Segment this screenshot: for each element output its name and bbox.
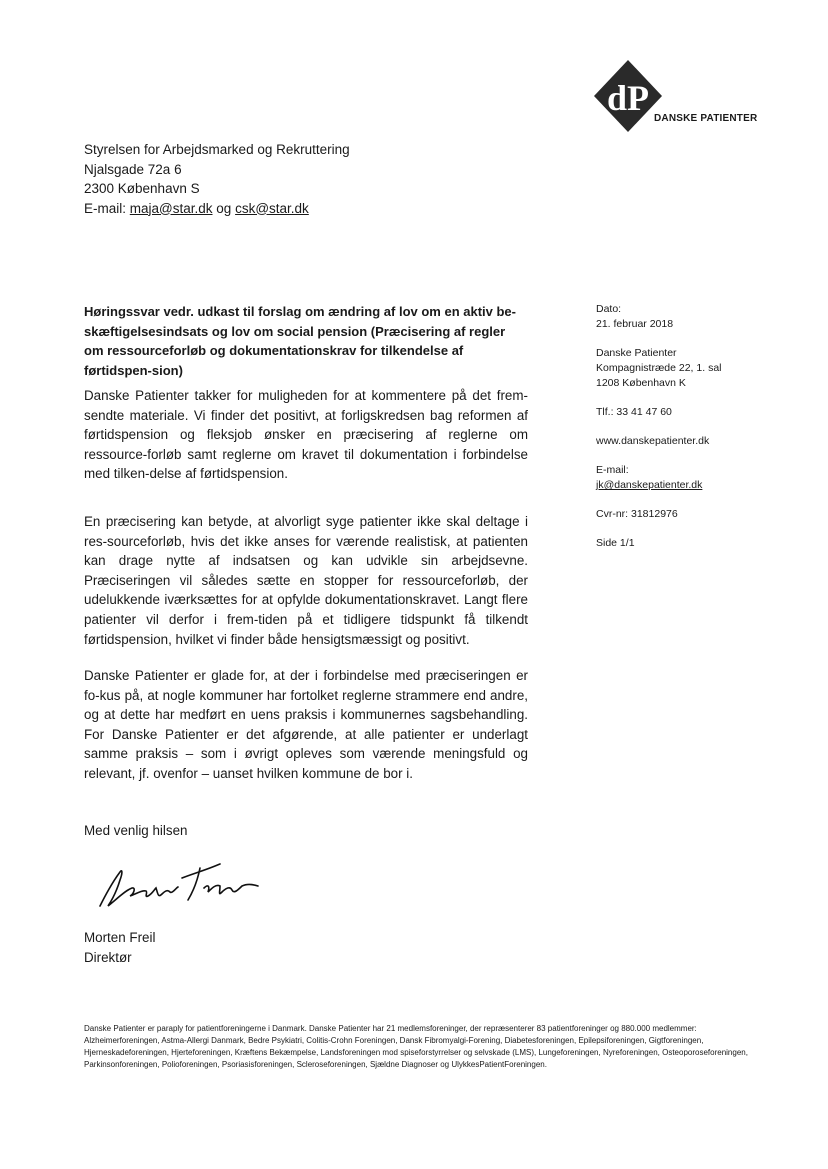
- sender-email-block: [596, 463, 806, 493]
- sender-cvr: Cvr-nr: 31812976: [596, 508, 678, 520]
- sender-email-link[interactable]: jk@danskepatienter.dk: [596, 479, 703, 491]
- recipient-street: Njalsgade 72a 6: [84, 161, 182, 177]
- date-label: Dato:: [596, 303, 622, 315]
- footer-member-list: Danske Patienter er paraply for patientforeningerne i Danmark. Danske Patienter har 21 medlemsforeninger, der repræsenterer 83 patientforeninger og 880.000 medlemmer: Alzheimerforeningen, Astma-Allergi Danmark, Bedre Psykiatri, Colitis-Crohn Foreningen, Dansk Fibromyalgi-Forening, Diabetesforeningen, Epilepsiforeningen, Gigtforeningen, Hjerneskadeforeningen, Hjerteforeningen, Kræftens Bekæmpelse, Landsforeningen mod spiseforstyrrelser og selvskade (LMS), Lungeforeningen, Nyreforeningen, Osteoporoseforeningen, Parkinsonforeningen, Polioforeningen, Psoriasisforeningen, Scleroseforeningen, Sjældne Diagnoser og UlykkesPatientForeningen.: [84, 1024, 748, 1069]
- body-paragraph-2: En præcisering kan betyde, at alvorligt syge patienter ikke skal deltage i res-sourceforløb, hvis det ikke anses for værende realistisk, at patienten kan drage nytte af indsatsen og kan udvikle sin arbejdsevne. Præciseringen vil således sætte en stopper for ressourceforløb, der udelukkende iværksættes for at opfylde dokumentationskravet. Langt flere patienter vil derfor i frem-tiden på et tidligere tidspunkt få tilkendt førtidspension, hvilket vi finder både hensigtsmæssigt og positivt.: [84, 514, 528, 647]
- danske-patienter-logo: [592, 58, 758, 138]
- handwritten-signature: [96, 850, 266, 919]
- sender-city: 1208 København K: [596, 377, 686, 389]
- date-value: 21. februar 2018: [596, 318, 674, 330]
- recipient-city: 2300 København S: [84, 181, 200, 196]
- sender-address-block: [596, 346, 806, 391]
- recipient-email-line: [84, 199, 350, 219]
- closing-greeting: Med venlig hilsen: [84, 823, 188, 838]
- sender-phone: Tlf.: 33 41 47 60: [596, 406, 672, 418]
- logo-diamond-icon: [592, 58, 672, 138]
- body-paragraph-1: Danske Patienter takker for muligheden for at kommentere på det frem-sendte materiale. Vi finder det positivt, at forligskredsen bag reformen af førtidspension og fleksjob ønsker en præcisering af reglerne om ressource-forløb samt reglerne om kravet til dokumentation i forbindelse med tilken-delse af førtidspension.: [84, 388, 528, 482]
- recipient-email-link-1[interactable]: maja@star.dk: [129, 200, 213, 216]
- recipient-email-joiner: og: [216, 200, 232, 216]
- letter-subject: Høringssvar vedr. udkast til forslag om ændring af lov om en aktiv be-skæftigelsesindsats og lov om social pension (Præcisering af regler om ressourceforløb og dokumentationskrav for tilkendelse af førtidspen-sion): [84, 304, 516, 378]
- signer-title: Direktør: [84, 949, 132, 965]
- logo-name: DANSKE PATIENTER: [654, 113, 758, 124]
- sender-org: Danske Patienter: [596, 347, 677, 359]
- sender-info-sidebar: [596, 302, 806, 565]
- page-number: Side 1/1: [596, 537, 635, 549]
- recipient-email-link-2[interactable]: csk@star.dk: [235, 200, 309, 216]
- logo-mark: dP: [606, 78, 650, 118]
- signer-name: Morten Freil: [84, 930, 156, 945]
- body-paragraph-3: Danske Patienter er glade for, at der i forbindelse med præciseringen er fo-kus på, at nogle kommuner har fortolket reglerne strammere end andre, og at dette har medført en uens praksis i kommunernes sagsbehandling. For Danske Patienter er det afgørende, at alle patienter er underlagt samme praksis – som i øvrigt opleves som værende meningsfuld og relevant, jf. ovenfor – uanset hvilken kommune de bor i.: [84, 668, 528, 781]
- recipient-address: [84, 140, 350, 218]
- recipient-email-label: E-mail:: [84, 200, 127, 216]
- signer-block: [84, 928, 155, 967]
- date-block: [596, 302, 806, 332]
- recipient-org: Styrelsen for Arbejdsmarked og Rekruttering: [84, 142, 350, 157]
- sender-street: Kompagnistræde 22, 1. sal: [596, 362, 722, 374]
- signature-icon: [96, 850, 266, 914]
- sender-email-label: E-mail:: [596, 464, 629, 476]
- sender-website[interactable]: www.danskepatienter.dk: [596, 435, 710, 447]
